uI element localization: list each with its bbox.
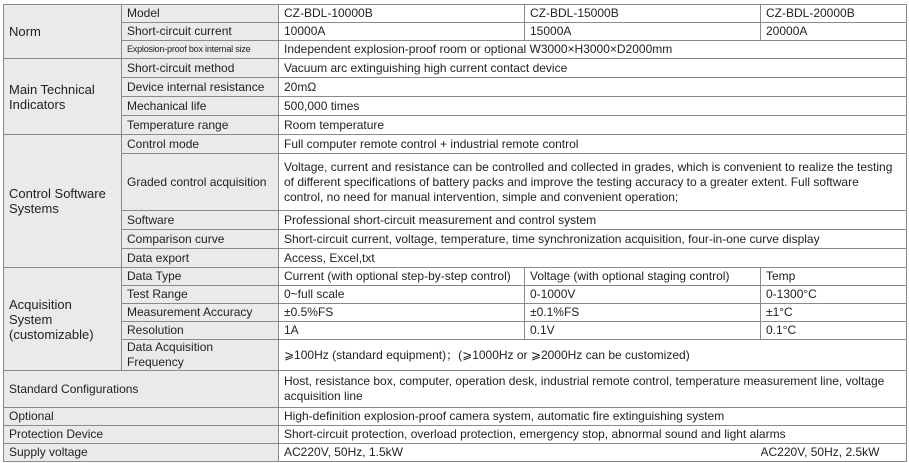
cell-value: ±0.1%FS [525,304,761,322]
table-row [4,268,907,286]
box-size-label: Explosion-proof box internal size [122,41,279,59]
current-value: 20000A [761,23,907,41]
row-value: Professional short-circuit measurement and control system [279,211,907,230]
table-row [4,444,907,462]
current-value: 15000A [525,23,761,41]
table-row [4,340,907,371]
table-row [4,23,907,41]
frequency-value: ⩾100Hz (standard equipment)；(⩾1000Hz or ⩾2000Hz can be customized) [279,340,907,371]
cell-value: 1A [279,322,525,340]
row-value: Full computer remote control + industrial remote control [279,135,907,154]
row-label: Test Range [122,286,279,304]
main-technical-category: Main Technical Indicators [4,59,122,135]
cell-value: 0-1300°C [761,286,907,304]
row-label: Mechanical life [122,97,279,116]
current-label: Short-circuit current [122,23,279,41]
cell-value: Voltage (with optional staging control) [525,268,761,286]
row-label: Measurement Accuracy [122,304,279,322]
model-value: CZ-BDL-15000B [525,5,761,23]
row-label: Control mode [122,135,279,154]
table-row [4,371,907,408]
table-row [4,211,907,230]
protection-label: Protection Device [4,426,279,444]
row-label: Resolution [122,322,279,340]
table-row [4,304,907,322]
cell-value: 0.1V [525,322,761,340]
table-row [4,286,907,304]
current-value: 10000A [279,23,525,41]
control-software-category: Control Software Systems [4,135,122,268]
table-row [4,230,907,249]
table-row [4,78,907,97]
table-row [4,41,907,59]
row-value: Access, Excel,txt [279,249,907,268]
table-row [4,154,907,211]
row-value: Voltage, current and resistance can be controlled and collected in grades, which is convenient to realize the testing of different specifications of battery packs and improve the testing accuracy to a greater extent. Full software control, no need for manual intervention, simple and convenient operation; [279,154,907,211]
row-value: 500,000 times [279,97,907,116]
row-label: Temperature range [122,116,279,135]
table-row [4,408,907,426]
table-row [4,59,907,78]
standard-config-value: Host, resistance box, computer, operation desk, industrial remote control, temperature measurement line, voltage acquisition line [279,371,907,408]
cell-value: 0~full scale [279,286,525,304]
row-value: Room temperature [279,116,907,135]
model-label: Model [122,5,279,23]
frequency-label: Data Acquisition Frequency [122,340,279,371]
row-value: Vacuum arc extinguishing high current contact device [279,59,907,78]
row-label: Data Type [122,268,279,286]
supply-label: Supply voltage [4,444,279,462]
row-label: Data export [122,249,279,268]
row-label: Device internal resistance [122,78,279,97]
row-label: Short-circuit method [122,59,279,78]
table-row [4,426,907,444]
cell-value: 0-1000V [525,286,761,304]
model-value: CZ-BDL-20000B [761,5,907,23]
row-label: Graded control acquisition [122,154,279,211]
table-row [4,322,907,340]
standard-config-label: Standard Configurations [4,371,279,408]
supply-value-b: AC220V, 50Hz, 2.5kW [761,444,907,462]
optional-value: High-definition explosion-proof camera system, automatic fire extinguishing system [279,408,907,426]
box-size-value: Independent explosion-proof room or optional W3000×H3000×D2000mm [279,41,907,59]
row-value: 20mΩ [279,78,907,97]
cell-value: Current (with optional step-by-step control) [279,268,525,286]
cell-value: ±0.5%FS [279,304,525,322]
row-label: Software [122,211,279,230]
table-row [4,135,907,154]
row-label: Comparison curve [122,230,279,249]
cell-value: ±1°C [761,304,907,322]
table-row [4,5,907,23]
supply-value-a: AC220V, 50Hz, 1.5kW [279,444,761,462]
spec-table [3,4,907,462]
table-row [4,249,907,268]
acquisition-category: Acquisition System (customizable) [4,268,122,371]
optional-label: Optional [4,408,279,426]
table-row [4,116,907,135]
model-value: CZ-BDL-10000B [279,5,525,23]
norm-category: Norm [4,5,122,59]
cell-value: Temp [761,268,907,286]
protection-value: Short-circuit protection, overload protection, emergency stop, abnormal sound and light alarms [279,426,907,444]
row-value: Short-circuit current, voltage, temperature, time synchronization acquisition, four-in-one curve display [279,230,907,249]
cell-value: 0.1°C [761,322,907,340]
table-row [4,97,907,116]
